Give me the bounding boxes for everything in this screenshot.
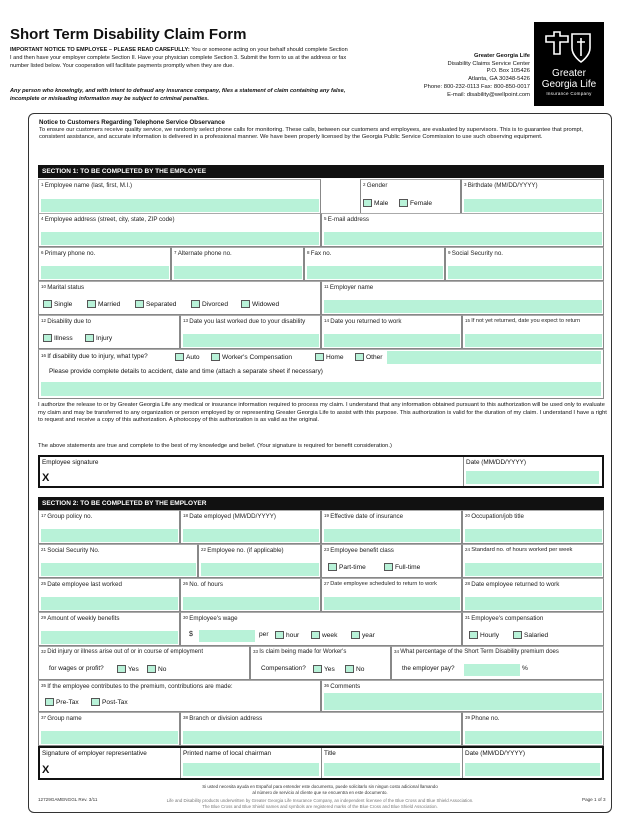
- employee-signature-row: [38, 455, 604, 488]
- employment-yes-checkbox[interactable]: Yes: [117, 665, 139, 673]
- contributions-field: $^{35}$ If the employee contributes to the premium, contributions are made: Pre-Tax Post-Tax: [38, 680, 321, 712]
- spanish-notice-2: al número de servicio al cliente que se encuentra en este documento.: [252, 789, 388, 795]
- wc-yes-checkbox[interactable]: Yes: [313, 665, 335, 673]
- contact-company: Greater Georgia Life: [473, 53, 530, 59]
- fraud-warning: Any person who knowingly, and with intent to defraud any insurance company, files a statement of claim containing any false, incomplete or misleading information may be subject to criminal penalties.: [10, 88, 346, 102]
- marital-married-checkbox[interactable]: Married: [87, 300, 120, 308]
- employer-phone-field[interactable]: $^{39}$ Phone no.: [462, 712, 604, 746]
- contact-center: Disability Claims Service Center: [447, 60, 530, 67]
- employee-signature-x: X: [42, 472, 50, 484]
- wage-hour-checkbox[interactable]: hour: [275, 631, 299, 639]
- contact-phone: Phone: 800-232-0113 Fax: 800-850-0017: [423, 83, 530, 90]
- accident-details-input[interactable]: [41, 382, 601, 396]
- wage-year-checkbox[interactable]: year: [351, 631, 375, 639]
- injury-other-input[interactable]: [387, 351, 601, 364]
- employer-title-field[interactable]: Title: [321, 748, 462, 778]
- comp-hourly-checkbox[interactable]: Hourly: [469, 631, 499, 639]
- employer-date-field[interactable]: Date (MM/DD/YYYY): [462, 748, 602, 778]
- employer-signature-x: X: [42, 764, 50, 776]
- employer-name-field[interactable]: $^{11}$ Employer name: [321, 281, 604, 315]
- employee-date-field[interactable]: Date (MM/DD/YYYY): [463, 457, 602, 486]
- group-policy-field[interactable]: $^{17}$ Group policy no.: [38, 510, 180, 544]
- telephone-body: To ensure our customers receive quality service, we randomly select phone calls for monitoring. These calls, between our customers and employees, are evaluated by supervisors. This is to guarantee that prompt, consistent assistance, and accurate information is delivered in a professional manner. We have been properly licensed by the Georgia Public Service Commission to use such observing equipment.: [39, 126, 583, 141]
- notice-heading: IMPORTANT NOTICE TO EMPLOYEE – PLEASE READ CAREFULLY:: [10, 47, 190, 53]
- section-1-header: SECTION 1: TO BE COMPLETED BY THE EMPLOYEE: [38, 165, 604, 178]
- disability-illness-checkbox[interactable]: Illness: [43, 334, 73, 342]
- date-last-worked-field[interactable]: $^{13}$ Date you last worked due to your disability: [180, 315, 321, 349]
- cross-shield-icon: [542, 30, 596, 66]
- weekly-benefits-field[interactable]: $^{29}$ Amount of weekly benefits: [38, 612, 180, 646]
- marital-separated-checkbox[interactable]: Separated: [135, 300, 176, 308]
- statements-text: The above statements are true and complete to the best of my knowledge and belief. (Your signature is required for benefit consideration.): [38, 443, 392, 449]
- contact-email[interactable]: E-mail: disability@wellpoint.com: [447, 91, 530, 98]
- marital-single-checkbox[interactable]: Single: [43, 300, 72, 308]
- marital-divorced-checkbox[interactable]: Divorced: [191, 300, 228, 308]
- authorization-text: I authorize the release to or by Greater Georgia Life any medical or insurance information required to process my claim. I understand that any information obtained pursuant to this authorization will be used only to evaluate my claim and may be transferred to any organization or person employed by or representing Greater Georgia Life to assist with this purpose. This authorization is valid for the duration of my claim. I understand I have a right to request and receive a copy of this authorization. A photocopy of this authorization is as valid as the original.: [38, 402, 607, 424]
- injury-other-checkbox[interactable]: Other: [355, 353, 383, 361]
- wage-week-checkbox[interactable]: week: [311, 631, 337, 639]
- injury-type-field: $^{16}$ If disability due to injury, what type? Auto Worker's Compensation Home Other Please provide complete details to accident, date and time (attach a separate sheet if necessary): [38, 349, 604, 399]
- contrib-pretax-checkbox[interactable]: Pre-Tax: [45, 698, 79, 706]
- disability-injury-checkbox[interactable]: Injury: [85, 334, 112, 342]
- wage-amount-input[interactable]: [199, 630, 255, 642]
- page-number: Page 1 of 3: [582, 797, 606, 802]
- gender-field: $^2$ Gender Male Female: [360, 179, 461, 214]
- fax-field[interactable]: $^8$ Fax no.: [304, 247, 445, 281]
- employee-returned-field[interactable]: $^{28}$ Date employee returned to work: [462, 578, 604, 612]
- date-last-worked-emp-field[interactable]: $^{25}$ Date employee last worked: [38, 578, 180, 612]
- logo-line-1: Greater: [552, 68, 586, 79]
- contact-po: P.O. Box 105426: [486, 68, 530, 75]
- group-name-field[interactable]: $^{37}$ Group name: [38, 712, 180, 746]
- legal-notice-2: The Blue Cross and Blue Shield names and symbols are registered marks of the Blue Cross and Blue Shield Association.: [202, 803, 438, 809]
- ssn-field[interactable]: $^9$ Social Security no.: [445, 247, 604, 281]
- employee-wage-field: $^{30}$ Employee's wage $ per hour week year: [180, 612, 462, 646]
- date-employed-field[interactable]: $^{18}$ Date employed (MM/DD/YYYY): [180, 510, 321, 544]
- no-of-hours-field[interactable]: $^{26}$ No. of hours: [180, 578, 321, 612]
- comments-field[interactable]: $^{36}$ Comments: [321, 680, 604, 712]
- benefit-class-field: $^{23}$ Employee benefit class Part-time Full-time: [321, 544, 462, 578]
- primary-phone-field[interactable]: $^6$ Primary phone no.: [38, 247, 171, 281]
- contact-city: Atlanta, GA 30348-5426: [468, 76, 530, 83]
- company-logo: [534, 22, 604, 106]
- contact-block: [424, 53, 530, 99]
- employee-address-field[interactable]: $^4$ Employee address (street, city, state, ZIP code): [38, 213, 321, 247]
- expected-return-field[interactable]: $^{15}$ If not yet returned, date you expect to return: [462, 315, 604, 349]
- marital-status-field: $^{10}$ Marital status Single Married Separated Divorced Widowed: [38, 281, 321, 315]
- notice-text: You or someone acting on your behalf should complete Section I and then have your employer complete Section II. Have your physician complete Section 3. Submit the form to us at the address or fax number listed below. Your cooperation will facilitate payments promptly when they are due.: [10, 47, 348, 69]
- employee-name-field[interactable]: $^1$ Employee name (last, first, M.I.): [38, 179, 321, 214]
- comp-salaried-checkbox[interactable]: Salaried: [513, 631, 548, 639]
- premium-percentage-field: $^{34}$ What percentage of the Short Term Disability premium does the employer pay? %: [391, 646, 604, 680]
- telephone-heading: Notice to Customers Regarding Telephone Service Observance: [39, 119, 225, 126]
- logo-line-3: Insurance Company: [546, 91, 592, 96]
- employee-signature-field[interactable]: Employee signature X: [42, 459, 99, 484]
- form-title: Short Term Disability Claim Form: [10, 26, 247, 43]
- chairman-name-field[interactable]: Printed name of local chairman: [180, 748, 321, 778]
- wc-no-checkbox[interactable]: No: [345, 665, 364, 673]
- section-2-header: SECTION 2: TO BE COMPLETED BY THE EMPLOYER: [38, 497, 604, 510]
- injury-employment-field: $^{32}$ Did injury or illness arise out of or in course of employment for wages or profit? Yes No: [38, 646, 250, 680]
- marital-widowed-checkbox[interactable]: Widowed: [241, 300, 279, 308]
- contrib-posttax-checkbox[interactable]: Post-Tax: [91, 698, 128, 706]
- effective-date-field[interactable]: $^{19}$ Effective date of insurance: [321, 510, 462, 544]
- employer-ssn-field[interactable]: $^{21}$ Social Security No.: [38, 544, 198, 578]
- date-returned-field[interactable]: $^{14}$ Date you returned to work: [321, 315, 462, 349]
- employee-no-field[interactable]: $^{22}$ Employee no. (if applicable): [198, 544, 321, 578]
- logo-line-2: Georgia Life: [541, 79, 597, 90]
- employment-no-checkbox[interactable]: No: [147, 665, 166, 673]
- workers-comp-claim-field: $^{33}$ Is claim being made for Worker's Compensation? Yes No: [250, 646, 391, 680]
- spanish-notice-1: Si usted necesita ayuda en Español para entender este documento, puede solicitarlo sin ningun costo adicional llamando: [202, 784, 438, 789]
- email-field[interactable]: $^5$ E-mail address: [321, 213, 604, 247]
- gender-female-checkbox[interactable]: Female: [399, 199, 432, 207]
- employer-signature-field[interactable]: Signature of employer representative X: [42, 750, 147, 776]
- accident-details-label: Please provide complete details to accident, date and time (attach a separate sheet if necessary): [49, 368, 323, 375]
- employee-notice: [10, 46, 350, 70]
- compensation-type-field: $^{31}$ Employee's compensation Hourly Salaried: [462, 612, 604, 646]
- standard-hours-field[interactable]: $^{24}$ Standard no. of hours worked per week: [462, 544, 604, 578]
- injury-auto-checkbox[interactable]: Auto: [175, 353, 200, 361]
- occupation-field[interactable]: $^{20}$ Occupation/job title: [462, 510, 604, 544]
- branch-address-field[interactable]: $^{38}$ Branch or division address: [180, 712, 462, 746]
- class-fulltime-checkbox[interactable]: Full-time: [384, 563, 420, 571]
- telephone-notice: [39, 119, 609, 142]
- scheduled-return-field[interactable]: $^{27}$ Date employee scheduled to return to work: [321, 578, 462, 612]
- gender-male-checkbox[interactable]: Male: [363, 199, 388, 207]
- employer-signature-row: [38, 746, 604, 780]
- alternate-phone-field[interactable]: $^7$ Alternate phone no.: [171, 247, 304, 281]
- premium-percentage-input[interactable]: [464, 664, 520, 676]
- birthdate-field[interactable]: $^3$ Birthdate (MM/DD/YYYY): [461, 179, 604, 214]
- legal-notice-1: Life and Disability products underwritten by Greater Georgia Life Insurance Company, an independent licensee of the Blue Cross and Blue Shield Association.: [166, 798, 474, 804]
- class-parttime-checkbox[interactable]: Part-time: [328, 563, 366, 571]
- injury-workers-comp-checkbox[interactable]: Worker's Compensation: [211, 353, 292, 361]
- disability-due-field: $^{12}$ Disability due to Illness Injury: [38, 315, 180, 349]
- form-number: 12729GAMENGGL Rev. 3/11: [38, 797, 98, 802]
- injury-home-checkbox[interactable]: Home: [315, 353, 344, 361]
